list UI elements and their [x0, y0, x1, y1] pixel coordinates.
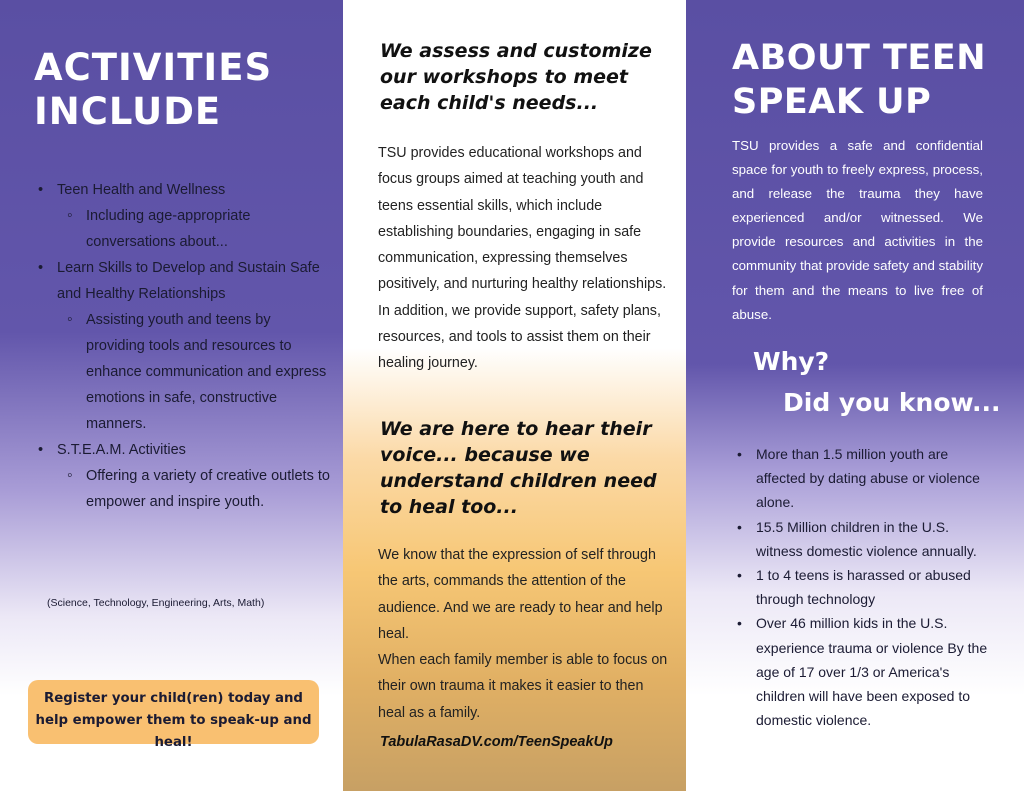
arts-paragraph [378, 542, 668, 726]
activities-title: ACTIVITIES INCLUDE [34, 46, 273, 133]
did-you-know-heading: Did you know... [783, 388, 1001, 417]
sub-list [86, 203, 330, 255]
sub-list [86, 463, 330, 515]
left-panel [0, 0, 343, 791]
sub-list [86, 307, 330, 437]
arts-text: We know that the expression of self through the arts, commands the attention of the audience. And we are ready to hear and help heal. [378, 547, 663, 642]
middle-panel [343, 0, 686, 791]
list-item: • 1 to 4 teens is harassed or abused through technology [737, 563, 997, 611]
register-callout: Register your child(ren) today and help empower them to speak-up and heal! [28, 680, 319, 744]
about-title: ABOUT TEEN SPEAK UP [732, 38, 986, 122]
list-item: • Over 46 million kids in the U.S. experience trauma or violence By the age of 17 over 1/3 or America's children will have been exposed to domestic violence. [737, 611, 997, 732]
list-item: • 15.5 Million children in the U.S. witness domestic violence annually. [737, 515, 997, 563]
voice-heading: We are here to hear their voice... because we understand children need to heal too... [380, 418, 657, 518]
workshops-heading: We assess and customize our workshops to meet each child's needs... [380, 40, 652, 114]
activities-list [38, 177, 330, 515]
list-item [38, 255, 330, 437]
about-paragraph: TSU provides a safe and confidential space for youth to freely express, process, and release the trauma they have experienced and/or witnessed. We provide resources and activities in the community that provide safety and stability for them and the means to live free of abuse. [732, 138, 983, 322]
sub-list-item: ◦ Offering a variety of creative outlets to empower and inspire youth. [86, 463, 330, 515]
activity-label: Teen Health and Wellness [57, 182, 226, 198]
activity-label: Learn Skills to Develop and Sustain Safe and Healthy Relationships [57, 260, 320, 302]
website-link[interactable]: TabulaRasaDV.com/TeenSpeakUp [380, 734, 613, 750]
why-heading: Why? [753, 347, 830, 376]
workshops-paragraph: TSU provides educational workshops and focus groups aimed at teaching youth and teens essential skills, which include establishing boundaries, engaging in safe communication, expressing themselves positively, and nurturing healthy relationships. In addition, we provide support, safety plans, resources, and tools to assist them on their healing journey. [378, 145, 667, 372]
list-item: • More than 1.5 million youth are affected by dating abuse or violence alone. [737, 442, 997, 515]
facts-list [737, 442, 997, 732]
family-text: When each family member is able to focus on their own trauma it makes it easier to then heal as a family. [378, 652, 668, 721]
right-panel [686, 0, 1024, 791]
steam-footnote: (Science, Technology, Engineering, Arts, Math) [47, 597, 265, 609]
list-item [38, 437, 330, 515]
list-item [38, 177, 330, 255]
sub-list-item: ◦ Including age-appropriate conversations about... [86, 203, 330, 255]
activity-label: S.T.E.A.M. Activities [57, 442, 186, 458]
sub-list-item: ◦ Assisting youth and teens by providing tools and resources to enhance communication and express emotions in safe, constructive manners. [86, 307, 330, 437]
